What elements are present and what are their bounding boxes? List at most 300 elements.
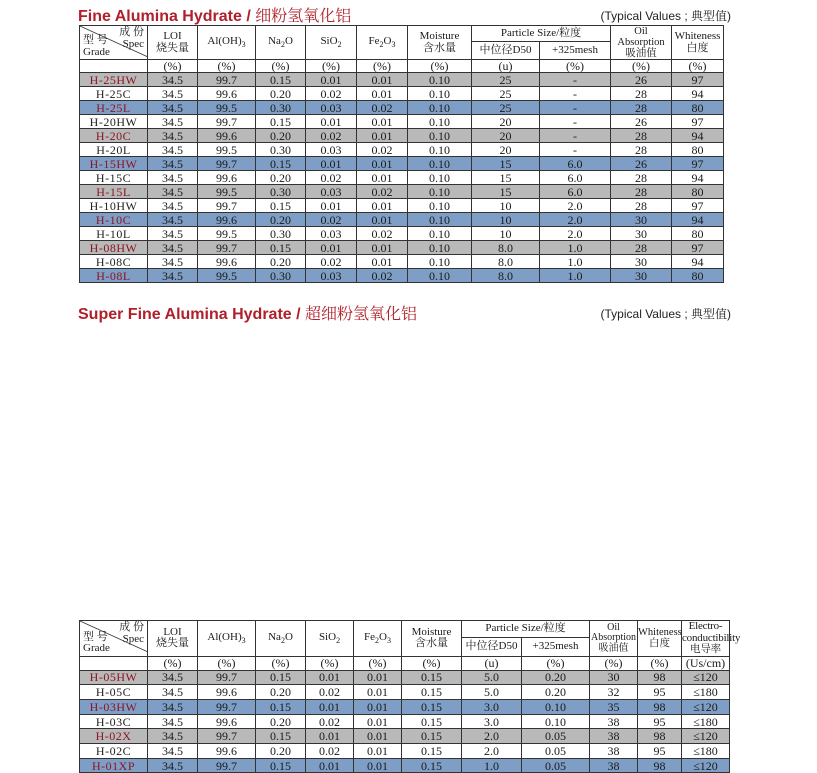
value-cell: 28 [611,143,672,157]
value-cell: 30 [611,269,672,283]
grade-cell: H-20HW [80,115,148,129]
value-cell: 98 [638,700,682,715]
value-cell: 94 [672,87,724,101]
value-cell: 0.10 [408,73,472,87]
value-cell: 35 [590,700,638,715]
value-cell: 0.30 [256,227,306,241]
value-cell: 1.0 [540,241,611,255]
value-cell: 0.15 [256,115,306,129]
value-cell: 34.5 [148,227,198,241]
value-cell: 0.02 [306,744,354,759]
value-cell: 28 [611,101,672,115]
corner-spec-label: 成 份 Spec [119,621,144,645]
col-moisture: Moisture 含水量 [402,621,462,657]
value-cell: 0.01 [357,255,408,269]
corner-spec-label: 成 份 Spec [119,26,144,50]
value-cell: 0.01 [357,241,408,255]
value-cell: 0.01 [354,670,402,685]
value-cell: 0.20 [256,744,306,759]
grade-cell: H-15L [80,185,148,199]
unit-cell: (%) [354,656,402,670]
value-cell: 0.15 [402,744,462,759]
col-aloh3: $Al(OH)_3$ [198,26,256,60]
value-cell: 0.10 [408,213,472,227]
value-cell: 0.02 [357,227,408,241]
value-cell: 0.02 [357,143,408,157]
spec-grade-corner [80,621,148,657]
grade-cell: H-25L [80,101,148,115]
header-row [80,621,730,638]
value-cell: 0.01 [306,729,354,744]
value-cell: 28 [611,185,672,199]
value-cell: 2.0 [462,729,522,744]
value-cell: 0.10 [408,171,472,185]
unit-cell: (%) [148,656,198,670]
unit-cell: (u) [462,656,522,670]
title-chinese: 超细粉氢氧化铝 [305,306,418,323]
value-cell: 0.02 [306,714,354,729]
value-cell: 80 [672,227,724,241]
grade-cell: H-02X [80,729,148,744]
value-cell: 0.20 [256,213,306,227]
value-cell: 0.10 [408,255,472,269]
title-chinese: 细粉氢氧化铝 [255,8,352,25]
value-cell: 38 [590,758,638,773]
table-row [80,157,724,171]
value-cell: 0.30 [256,101,306,115]
unit-row [80,656,730,670]
value-cell: 34.5 [148,269,198,283]
value-cell: 99.6 [198,171,256,185]
unit-cell: (%) [148,60,198,73]
value-cell: 80 [672,269,724,283]
value-cell: 95 [638,685,682,700]
value-cell: 99.6 [198,685,256,700]
value-cell: 99.5 [198,227,256,241]
grade-cell: H-03C [80,714,148,729]
value-cell: 34.5 [148,199,198,213]
value-cell: 0.15 [256,670,306,685]
value-cell: 97 [672,157,724,171]
value-cell: ≤180 [682,744,730,759]
value-cell: 34.5 [148,670,198,685]
grade-cell: H-05HW [80,670,148,685]
grade-cell: H-15C [80,171,148,185]
value-cell: 99.5 [198,269,256,283]
value-cell: 0.15 [256,700,306,715]
value-cell: 94 [672,171,724,185]
typical-values-note: (Typical Values ; 典型值) [600,307,731,321]
spec-grade-corner [80,26,148,60]
unit-cell: (%) [357,60,408,73]
value-cell: 0.15 [256,157,306,171]
value-cell: 3.0 [462,700,522,715]
col-fe2o3: $Fe_2O_3$ [357,26,408,60]
unit-cell: (%) [540,60,611,73]
value-cell: 80 [672,185,724,199]
value-cell: 34.5 [148,129,198,143]
value-cell: 99.7 [198,115,256,129]
table-row [80,729,730,744]
corner-grade-label: 型 号 Grade [83,630,110,655]
value-cell: 28 [611,129,672,143]
value-cell: 0.01 [306,73,357,87]
grade-cell: H-05C [80,685,148,700]
grade-cell: H-03HW [80,700,148,715]
grade-cell: H-20L [80,143,148,157]
unit-cell: (%) [198,60,256,73]
unit-cell: (%) [408,60,472,73]
value-cell: 99.7 [198,199,256,213]
unit-cell: (Us/cm) [682,656,730,670]
value-cell: 99.5 [198,185,256,199]
value-cell: 99.7 [198,241,256,255]
col-whiteness: Whiteness 白度 [672,26,724,60]
value-cell: 99.6 [198,87,256,101]
grade-cell: H-01XP [80,758,148,773]
value-cell: 1.0 [540,255,611,269]
value-cell: 99.7 [198,729,256,744]
value-cell: 26 [611,73,672,87]
value-cell: 0.05 [522,744,590,759]
grade-cell: H-08C [80,255,148,269]
table-row [80,101,724,115]
table-row [80,129,724,143]
table-row [80,227,724,241]
value-cell: 10 [472,227,540,241]
unit-cell: (%) [256,60,306,73]
col-na2o: $Na_2O$ [256,26,306,60]
value-cell: 99.7 [198,670,256,685]
value-cell: 34.5 [148,185,198,199]
value-cell: 5.0 [462,685,522,700]
value-cell: 0.10 [522,714,590,729]
value-cell: 34.5 [148,157,198,171]
value-cell: 0.15 [256,199,306,213]
header-row [80,26,724,42]
value-cell: 0.01 [306,199,357,213]
value-cell: 10 [472,199,540,213]
value-cell: 94 [672,213,724,227]
section-title-bar [0,298,817,322]
super-fine-alumina-section [0,298,817,773]
value-cell: 2.0 [540,213,611,227]
unit-cell: (%) [306,656,354,670]
value-cell: 5.0 [462,670,522,685]
value-cell: 34.5 [148,171,198,185]
value-cell: 0.05 [522,758,590,773]
value-cell: 80 [672,101,724,115]
value-cell: 0.01 [306,758,354,773]
table-row [80,714,730,729]
value-cell: - [540,87,611,101]
value-cell: 95 [638,744,682,759]
value-cell: 0.01 [306,670,354,685]
value-cell: 99.5 [198,101,256,115]
value-cell: 15 [472,157,540,171]
col-sio2: SiO$_2$ [306,26,357,60]
value-cell: 10 [472,213,540,227]
value-cell: 0.10 [408,129,472,143]
value-cell: 34.5 [148,213,198,227]
value-cell: ≤120 [682,729,730,744]
grade-cell: H-15HW [80,157,148,171]
value-cell: 34.5 [148,685,198,700]
value-cell: 25 [472,87,540,101]
col-fe2o3: $Fe_2O_3$ [354,621,402,657]
value-cell: 0.10 [408,269,472,283]
value-cell: 0.10 [408,185,472,199]
col-electroconductibility: Electro- conductibility 电导率 [682,620,741,656]
value-cell: 28 [611,87,672,101]
value-cell: 20 [472,129,540,143]
unit-cell: (%) [672,60,724,73]
table-row [80,700,730,715]
unit-cell: (%) [590,656,638,670]
value-cell: 0.10 [408,87,472,101]
value-cell: - [540,143,611,157]
value-cell: ≤120 [682,758,730,773]
value-cell: 0.01 [357,87,408,101]
value-cell: 0.01 [354,714,402,729]
value-cell: 1.0 [462,758,522,773]
value-cell: 0.15 [402,670,462,685]
value-cell: 99.6 [198,255,256,269]
value-cell: 0.02 [357,185,408,199]
value-cell: 0.15 [402,714,462,729]
value-cell: 0.15 [402,729,462,744]
value-cell: 30 [611,255,672,269]
value-cell: 0.01 [357,213,408,227]
unit-cell: (%) [306,60,357,73]
unit-row [80,60,724,73]
col-moisture: Moisture 含水量 [408,26,472,60]
value-cell: 34.5 [148,115,198,129]
value-cell: 8.0 [472,269,540,283]
value-cell: 30 [611,227,672,241]
grade-cell: H-10L [80,227,148,241]
value-cell: 98 [638,729,682,744]
typical-values-note: (Typical Values ; 典型值) [600,9,731,23]
value-cell: 0.15 [256,241,306,255]
value-cell: 0.10 [522,700,590,715]
value-cell: 30 [590,670,638,685]
value-cell: 0.03 [306,185,357,199]
value-cell: 0.01 [306,115,357,129]
table-row [80,241,724,255]
value-cell: 25 [472,73,540,87]
value-cell: ≤120 [682,670,730,685]
table-row [80,269,724,283]
value-cell: 98 [638,670,682,685]
value-cell: 0.01 [357,157,408,171]
value-cell: 0.20 [256,87,306,101]
value-cell: 0.15 [256,729,306,744]
value-cell: 34.5 [148,73,198,87]
value-cell: 8.0 [472,241,540,255]
value-cell: 1.0 [540,269,611,283]
value-cell: 6.0 [540,171,611,185]
unit-grade-cell [80,656,148,670]
value-cell: 0.01 [357,171,408,185]
value-cell: 97 [672,241,724,255]
value-cell: 0.02 [357,101,408,115]
value-cell: 99.5 [198,143,256,157]
table-row [80,115,724,129]
value-cell: 0.02 [306,685,354,700]
unit-cell: (%) [611,60,672,73]
value-cell: 80 [672,143,724,157]
value-cell: 0.03 [306,269,357,283]
value-cell: 99.6 [198,129,256,143]
value-cell: 0.05 [522,729,590,744]
value-cell: 34.5 [148,143,198,157]
unit-cell: (%) [638,656,682,670]
col-oil-absorption: Oil Absorption 吸油值 [611,26,672,60]
value-cell: 8.0 [472,255,540,269]
unit-cell: (u) [472,60,540,73]
value-cell: 95 [638,714,682,729]
value-cell: 0.10 [408,143,472,157]
grade-cell: H-10HW [80,199,148,213]
table-row [80,171,724,185]
value-cell: 0.20 [256,714,306,729]
value-cell: ≤180 [682,714,730,729]
grade-cell: H-25C [80,87,148,101]
table-row [80,758,730,773]
value-cell: 0.02 [306,255,357,269]
value-cell: 0.15 [256,758,306,773]
value-cell: 6.0 [540,185,611,199]
value-cell: 0.30 [256,269,306,283]
value-cell: 34.5 [148,758,198,773]
grade-cell: H-10C [80,213,148,227]
value-cell: 0.10 [408,115,472,129]
value-cell: - [540,115,611,129]
value-cell: 0.01 [354,758,402,773]
table-row [80,87,724,101]
grade-cell: H-08HW [80,241,148,255]
value-cell: 0.10 [408,157,472,171]
value-cell: 25 [472,101,540,115]
value-cell: 38 [590,714,638,729]
value-cell: 15 [472,185,540,199]
table-row [80,213,724,227]
col-loi: LOI 烧失量 [148,621,198,657]
fine-alumina-section [0,0,817,283]
col-325mesh: +325mesh [540,41,611,59]
value-cell: 0.15 [402,700,462,715]
value-cell: 2.0 [540,227,611,241]
unit-cell: (%) [198,656,256,670]
value-cell: 0.02 [306,171,357,185]
col-whiteness: Whiteness 白度 [638,621,682,657]
value-cell: 20 [472,115,540,129]
value-cell: 38 [590,729,638,744]
col-particle-size: Particle Size/粒度 [462,621,590,638]
value-cell: 34.5 [148,255,198,269]
value-cell: 0.02 [306,87,357,101]
value-cell: 0.03 [306,143,357,157]
table-row [80,255,724,269]
value-cell: 2.0 [540,199,611,213]
value-cell: 28 [611,171,672,185]
value-cell: 0.20 [256,685,306,700]
value-cell: 0.02 [306,213,357,227]
value-cell: 0.01 [306,241,357,255]
unit-cell: (%) [256,656,306,670]
value-cell: 99.6 [198,744,256,759]
value-cell: 0.15 [402,685,462,700]
value-cell: 0.20 [522,670,590,685]
value-cell: 0.20 [256,171,306,185]
value-cell: 99.7 [198,700,256,715]
unit-cell: (%) [522,656,590,670]
value-cell: 98 [638,758,682,773]
value-cell: 0.01 [357,115,408,129]
grade-cell: H-08L [80,269,148,283]
value-cell: 28 [611,241,672,255]
title-english: Super Fine Alumina Hydrate / [78,306,301,323]
value-cell: 34.5 [148,744,198,759]
value-cell: 0.01 [354,685,402,700]
value-cell: - [540,73,611,87]
value-cell: 0.01 [357,73,408,87]
value-cell: 34.5 [148,87,198,101]
col-sio2: SiO$_2$ [306,621,354,657]
value-cell: - [540,129,611,143]
value-cell: 34.5 [148,700,198,715]
value-cell: 2.0 [462,744,522,759]
value-cell: 97 [672,73,724,87]
value-cell: 6.0 [540,157,611,171]
value-cell: 30 [611,213,672,227]
col-aloh3: $Al(OH)_3$ [198,621,256,657]
table-row [80,744,730,759]
value-cell: 0.01 [306,157,357,171]
value-cell: 20 [472,143,540,157]
value-cell: 0.10 [408,101,472,115]
value-cell: 0.15 [256,73,306,87]
value-cell: 0.01 [354,729,402,744]
value-cell: 94 [672,255,724,269]
col-na2o: $Na_2O$ [256,621,306,657]
table-row [80,143,724,157]
value-cell: 0.20 [256,255,306,269]
value-cell: 0.02 [357,269,408,283]
section-title [78,3,351,26]
value-cell: 34.5 [148,729,198,744]
value-cell: 99.7 [198,758,256,773]
table-row [80,73,724,87]
value-cell: 0.10 [408,199,472,213]
value-cell: 38 [590,744,638,759]
value-cell: 0.20 [256,129,306,143]
value-cell: 0.15 [402,758,462,773]
table-row [80,185,724,199]
value-cell: 99.6 [198,213,256,227]
table-row [80,199,724,213]
value-cell: 15 [472,171,540,185]
grade-cell: H-20C [80,129,148,143]
table-row [80,670,730,685]
value-cell: 28 [611,199,672,213]
value-cell: 97 [672,115,724,129]
value-cell: 99.7 [198,73,256,87]
value-cell: 0.10 [408,227,472,241]
super-fine-alumina-table [79,620,741,773]
value-cell: 99.7 [198,157,256,171]
